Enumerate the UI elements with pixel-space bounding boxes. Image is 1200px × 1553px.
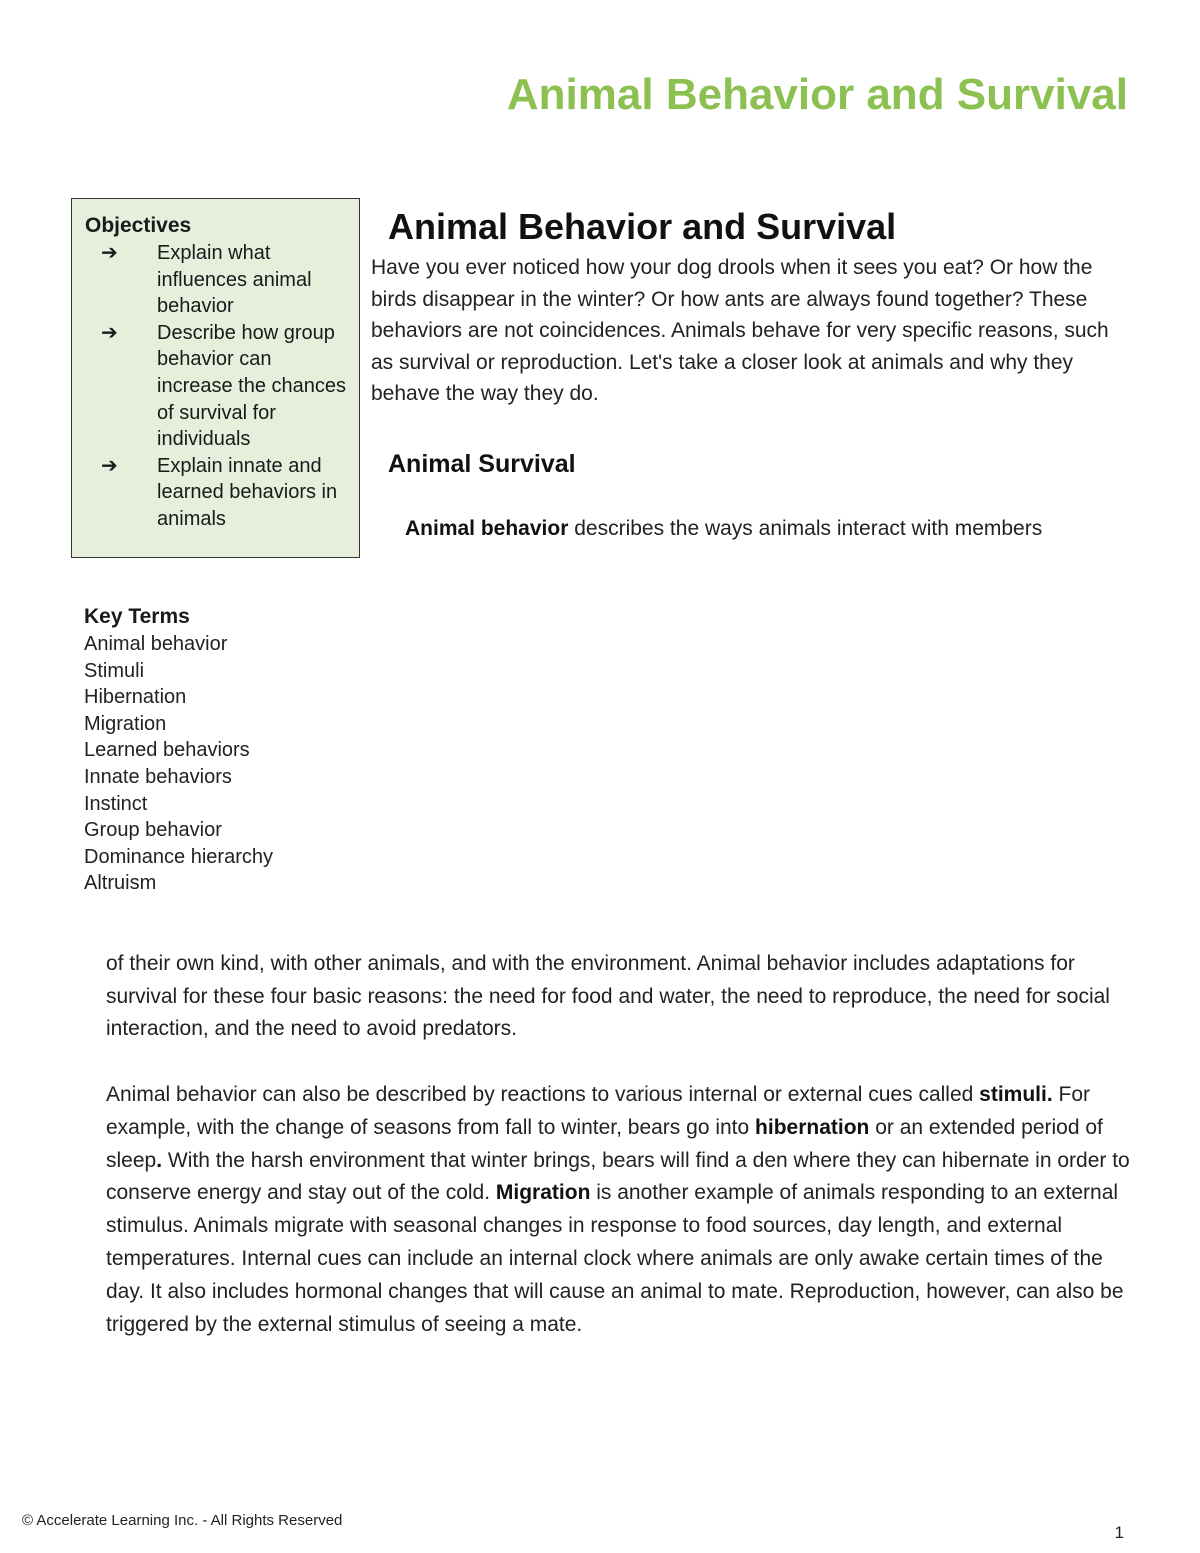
article-title: Animal Behavior and Survival [388, 206, 897, 247]
bold-period: . [156, 1148, 163, 1172]
section-heading: Animal Survival [388, 450, 576, 478]
paragraph-start [405, 514, 1042, 544]
key-term-item: Migration [84, 712, 167, 735]
paragraph-text: describes the ways animals interact with members [568, 517, 1043, 540]
stimuli-paragraph [106, 1079, 1136, 1341]
key-term-item: Learned behaviors [84, 739, 250, 762]
key-term-item: Hibernation [84, 686, 187, 709]
objectives-title: Objectives [85, 214, 192, 237]
key-term-item: Altruism [84, 872, 157, 895]
objective-text: Describe how group behavior can increase the chances of survival for individuals [157, 321, 347, 451]
key-term-bold: Migration [495, 1181, 591, 1205]
footer-copyright: © Accelerate Learning Inc. - All Rights Reserved [22, 1512, 343, 1529]
paragraph-text: For example, with the change of seasons from fall to winter, bears go into [106, 1083, 1090, 1139]
key-term-bold: stimuli. [979, 1083, 1053, 1106]
page-number: 1 [1114, 1523, 1124, 1542]
objective-text: Explain what influences animal behavior [157, 242, 312, 318]
key-term-item: Instinct [84, 792, 148, 815]
paragraph-text: is another example of animals responding to an external stimulus. Animals migrate with seasonal changes in response to food sources, day length, and external temperatures. Internal cues can include an internal clock where animals are only awake certain times of the day. It also includes hormonal changes that will cause an animal to mate. Reproduction, however, can also be triggered by the external stimulus of seeing a mate. [106, 1181, 1124, 1336]
intro-paragraph: Have you ever noticed how your dog drools when it sees you eat? Or how the birds disappear in the winter? Or how ants are always found together? These behaviors are not coincidences. Animals behave for very specific reasons, such as survival or reproduction. Let's take a closer look at animals and why they behave the way they do. [371, 256, 1109, 405]
right-arrow-icon: ➔ [101, 321, 118, 344]
objectives-box [71, 198, 360, 558]
key-term-item: Dominance hierarchy [84, 845, 273, 868]
key-term-item: Animal behavior [84, 633, 228, 655]
right-arrow-icon: ➔ [101, 454, 118, 477]
right-arrow-icon: ➔ [101, 242, 118, 264]
key-terms-section [84, 603, 273, 897]
key-terms-title: Key Terms [84, 605, 190, 628]
objective-text: Explain innate and learned behaviors in animals [157, 454, 338, 530]
key-term-item: Group behavior [84, 819, 222, 842]
objectives-list [85, 240, 349, 533]
objective-item [85, 453, 349, 533]
key-term-item: Innate behaviors [84, 765, 232, 788]
page-header-title: Animal Behavior and Survival [506, 70, 1128, 119]
objective-item [85, 240, 349, 320]
key-term-item: Stimuli [84, 659, 145, 682]
paragraph-text: Animal behavior can also be described by reactions to various internal or external cues called [106, 1083, 980, 1106]
objective-item [85, 320, 349, 453]
key-terms-list [84, 631, 273, 897]
key-term-bold: Animal behavior [405, 517, 569, 540]
key-term-bold: hibernation [755, 1115, 870, 1139]
paragraph-text: or an extended period of sleep [106, 1115, 1103, 1172]
paragraph-continuation: of their own kind, with other animals, and with the environment. Animal behavior includes adaptations for survival for these four basic reasons: the need for food and water, the need to reproduce, the need for social interaction, and the need to avoid predators. [106, 952, 1110, 1040]
paragraph-text: With the harsh environment that winter brings, bears will find a den where they can hibernate in order to conserve energy and stay out of the cold. [106, 1148, 1130, 1205]
